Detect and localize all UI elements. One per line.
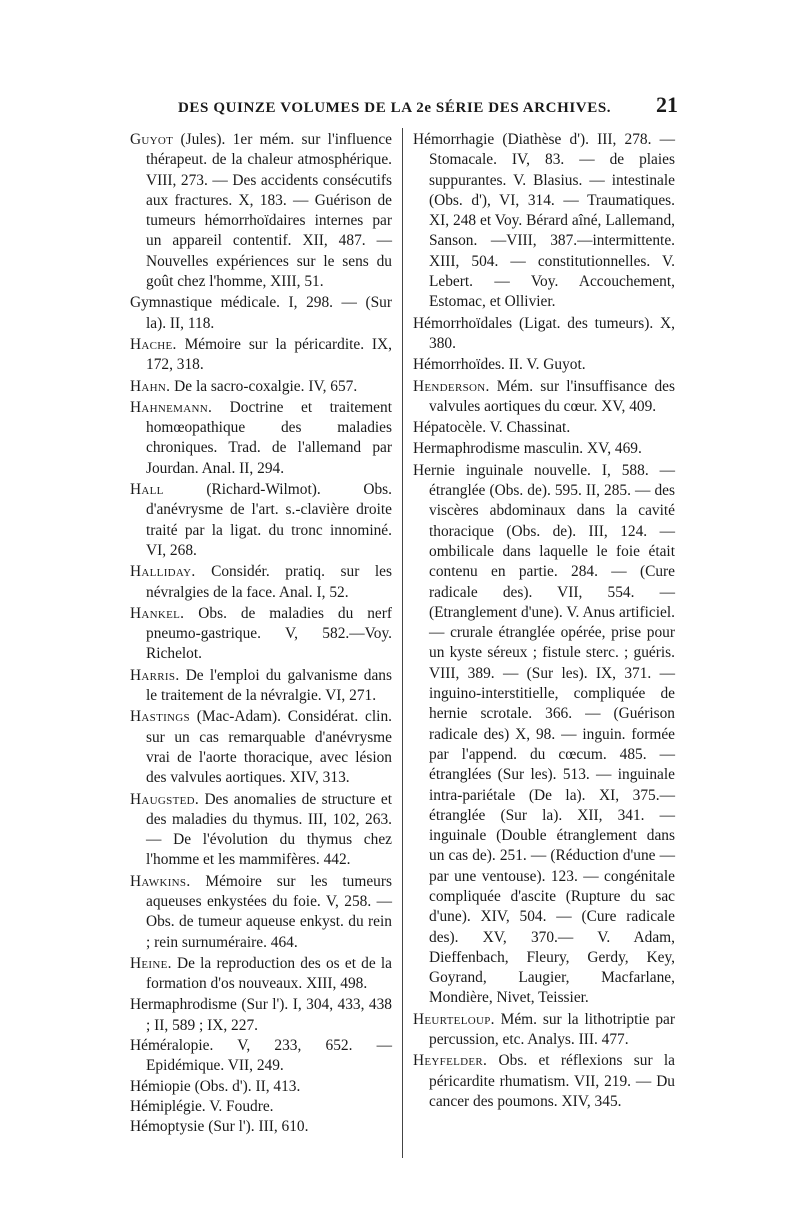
entry-text: médicale. I, 298. — (Sur la). II, 118. [146,294,392,332]
index-entry [130,790,392,871]
entry-name: Hémorrhoïdes. [413,356,505,374]
index-entry [130,1097,392,1117]
page-header [178,92,678,126]
entry-text: inguinale nouvelle. I, 588. — étranglée (Obs. de). 595. II, 285. — des viscères abdominaux dans la cavité thoracique (Obs. de). III, 124. — ombilicale dans laquelle le foie était contenu en partie. 284. — (Cure radicale des). VII, 554. — (Etranglement d'une). V. Anus artificiel.— crurale étranglée opérée, prise pour un kyste séreux ; fistule sterc. ; guéris. VIII, 389. — (Sur les). IX, 371. — inguino-interstitielle, compliquée de hernie scrotale. 366. — (Guérison radicale des) X, 98. — inguin. formée par l'append. du cœcum. 485. — étranglées (Sur les). 513. — inguinale intra-pariétale (De la). XI, 375.— étranglée (Sur la). XII, 341. — inguinale (Double étranglement dans un cas de). 251. — (Réduction d'une — par une ventouse). 123. — congénitale compliquée d'ascite (Rupture du sac d'une). XIV, 504. — (Cure radicale des). XV, 370.— V. Adam, Dieffenbach, Fleury, Gerdy, Key, Goyrand, Laugier, Macfarlane, Mondière, Nivet, Teissier. [429,461,675,1007]
index-entry [130,562,392,603]
entry-text: Mém. sur l'insuffisance des valvules aortiques du cœur. XV, 409. [429,377,675,415]
index-entry [130,293,392,334]
page-number: 21 [656,92,678,117]
entry-text: II. V. Guyot. [508,356,586,374]
index-entry [413,314,675,355]
index-entry [130,1117,392,1137]
index-entry [413,461,675,1009]
index-entry [130,1077,392,1097]
index-column-left [130,130,392,1138]
entry-name: Hastings [130,708,190,726]
entry-name: Henderson. [413,377,490,395]
index-entry [413,439,675,459]
entry-name: Hermaphrodisme [130,996,237,1014]
entry-name: Heurteloup. [413,1010,495,1028]
index-entry [413,355,675,375]
entry-name: Héméralopie. [130,1037,214,1055]
index-entry [130,398,392,479]
entry-text: (Sur l'). III, 610. [208,1118,309,1136]
entry-text: Mém. sur la lithotriptie par percussion, etc. Analys. III. 477. [429,1010,675,1049]
entry-text: (Jules). 1er mém. sur l'influence thérapeut. de la chaleur atmosphérique. VIII, 273. — Des accidents consécutifs aux fractures. X, 183. — Guérison de tumeurs hémorrhoïdaires internes par un appareil contentif. XII, 487. — Nouvelles expériences sur le sens du goût chez l'homme, XIII, 51. [146,131,392,291]
entry-text: (Obs. d'). II, 413. [194,1077,301,1095]
entry-text: Mémoire sur les tumeurs aqueuses enkystées du foie. V, 258. —Obs. de tumeur aqueuse enkyst. du rein ; rein surnuméraire. 464. [146,872,392,951]
index-entry [130,954,392,995]
index-entry [413,418,675,438]
index-entry [413,1051,675,1112]
entry-text: De l'emploi du galvanisme dans le traitement de la névralgie. VI, 271. [146,666,392,705]
index-entry [413,1010,675,1051]
index-entry [130,707,392,788]
entry-name: Hémiplégie. [130,1097,206,1115]
entry-name: Heyfelder. [413,1052,488,1070]
entry-name: Hépatocèle. [413,419,487,437]
entry-name: Hahnemann. [130,398,213,416]
entry-name: Hernie [413,461,455,479]
entry-text: Obs. et réflexions sur la péricardite rhumatism. VII, 219. — Du cancer des poumons. XIV, 345. [429,1052,675,1110]
entry-text: Obs. de maladies du nerf pneumo-gastrique. V, 582.—Voy. Richelot. [146,604,392,663]
entry-name: Gymnastique [130,294,213,312]
entry-name: Hankel. [130,604,185,622]
index-entry [413,377,675,418]
entry-text: Doctrine et traitement homœopathique des maladies chroniques. Trad. de l'allemand par Jourdan. Anal. II, 294. [146,398,392,477]
entry-name: Heine. [130,954,172,972]
index-entry [413,130,675,313]
index-entry [130,995,392,1036]
index-entry [130,604,392,665]
column-divider [402,128,403,1158]
running-title: DES QUINZE VOLUMES DE LA 2e SÉRIE DES ARCHIVES. [178,100,612,116]
entry-text: (Sur l'). I, 304, 433, 438 ; II, 589 ; IX, 227. [146,996,392,1034]
entry-text: (Ligat. des tumeurs). X, 380. [429,314,675,352]
entry-name: Hawkins. [130,872,191,890]
entry-name: Hémorrhagie [413,131,495,148]
entry-name: Halliday. [130,563,196,581]
index-entry [130,666,392,707]
entry-text: De la sacro-coxalgie. IV, 657. [174,377,358,395]
entry-name: Harris. [130,666,180,684]
entry-text: masculin. XV, 469. [523,440,642,458]
entry-name: Hémoptysie [130,1118,205,1136]
entry-name: Hahn. [130,377,171,395]
entry-name: Haugsted. [130,790,199,808]
entry-text: (Diathèse d'). III, 278. — Stomacale. IV, 83. — de plaies suppurantes. V. Blasius. — intestinale (Obs. d'), VI, 314. — Traumatiques. XI, 248 et Voy. Bérard aîné, Lallemand, Sanson. —VIII, 387.—intermittente. XIII, 504. — constitutionnelles. V. Lebert. — Voy. Accouchement, Estomac, et Ollivier. [429,131,675,311]
entry-text: Des anomalies de structure et des maladies du thymus. III, 102, 263. — De l'évolution du thymus chez l'homme et les mammifères. 442. [146,790,392,869]
entry-text: Considér. pratiq. sur les névralgies de la face. Anal. I, 52. [146,563,392,601]
index-entry [130,872,392,953]
index-entry [130,335,392,376]
entry-text: (Richard-Wilmot). Obs. d'anévrysme de l'art. s.-clavière droite traité par la ligat. du tronc innominé. VI, 268. [146,481,392,559]
entry-name: Hall [130,481,164,499]
index-entry [130,130,392,292]
index-column-right [413,130,675,1113]
entry-name: Hache. [130,335,177,353]
index-entry [130,1036,392,1077]
entry-name: Hermaphrodisme [413,440,520,458]
entry-name: Hémorrhoïdales [413,314,513,332]
entry-text: Mémoire sur la péricardite. IX, 172, 318. [146,335,392,374]
entry-text: V. Chassinat. [489,419,571,437]
index-entry [130,377,392,397]
entry-text: V, 233, 652. — Epidémique. VII, 249. [146,1037,392,1075]
entry-text: De la reproduction des os et de la formation d'os nouveaux. XIII, 498. [146,954,392,993]
index-entry [130,480,392,561]
entry-text: V. Foudre. [209,1097,274,1115]
entry-name: Hémiopie [130,1077,191,1095]
entry-name: Guyot [130,131,174,148]
entry-text: (Mac-Adam). Considérat. clin. sur un cas remarquable d'anévrysme vrai de l'aorte thoracique, avec lésion des valvules aortiques. XIV, 313. [146,708,392,787]
